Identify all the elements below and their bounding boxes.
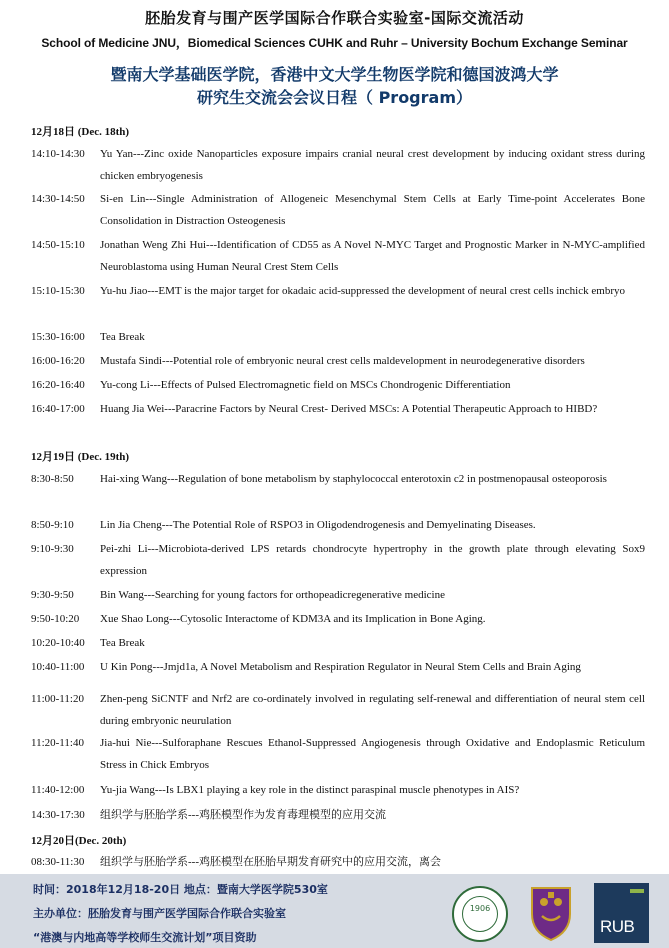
session-time: 11:20-11:40	[31, 737, 84, 749]
program-title-line-1: 暨南大学基础医学院，香港中文大学生物医学院和德国波鸿大学	[110, 65, 559, 84]
session-title: Jia-hui Nie---Sulforaphane Rescues Ethanol-Suppressed Angiogenesis through Oxidative and Endoplasmic Reticulum Stress in Chick Embryos	[100, 737, 645, 771]
session-time: 16:00-16:20	[31, 355, 85, 367]
session-time: 10:40-11:00	[31, 661, 85, 673]
session-time: 11:40-12:00	[31, 784, 85, 796]
session-time: 8:30-8:50	[31, 473, 74, 485]
session-title: Yu-jia Wang---Is LBX1 playing a key role in the distinct paraspinal muscle phenotypes in AIS?	[100, 784, 520, 796]
session-title: Yu-cong Li---Effects of Pulsed Electromagnetic field on MSCs Chondrogenic Differentiation	[100, 379, 511, 391]
session-title: Huang Jia Wei---Paracrine Factors by Neural Crest- Derived MSCs: A Potential Therapeutic Approach to HIBD?	[100, 403, 598, 415]
session-title: Lin Jia Cheng---The Potential Role of RSPO3 in Oligodendrogenesis and Demyelinating Diseases.	[100, 519, 536, 531]
session-title: Tea Break	[100, 637, 145, 649]
session-title: Pei-zhi Li---Microbiota-derived LPS retards chondrocyte hypertrophy in the growth plate through elevating Sox9 expression	[100, 543, 645, 577]
session-title: Zhen-peng SiCNTF and Nrf2 are co-ordinately involved in regulating self-renewal and differentiation of neural stem cell during embryonic neurulation	[100, 693, 645, 727]
rub-logo	[594, 883, 649, 943]
session-title: Tea Break	[100, 331, 145, 343]
lab-activity-title: 胚胎发育与围产医学国际合作联合实验室-国际交流活动	[145, 9, 524, 27]
day-heading-dec-20: 12月20日(Dec. 20th)	[31, 835, 127, 847]
program-title-line-2: 研究生交流会会议日程（ Program）	[197, 88, 472, 107]
session-title: Si-en Lin---Single Administration of Allogeneic Mesenchymal Stem Cells at Early Time-point Accelerates Bone Consolidation in Distraction Osteogenesis	[100, 193, 645, 227]
day-heading-dec-18: 12月18日 (Dec. 18th)	[31, 126, 130, 138]
session-time: 11:00-11:20	[31, 693, 84, 705]
session-title: U Kin Pong---Jmjd1a, A Novel Metabolism and Respiration Regulator in Neural Stem Cells and Brain Aging	[100, 661, 581, 673]
session-time: 15:10-15:30	[31, 285, 85, 297]
session-title: Bin Wang---Searching for young factors for orthopeadicregenerative medicine	[100, 589, 445, 601]
session-time: 14:30-14:50	[31, 193, 85, 205]
day-heading-dec-19: 12月19日 (Dec. 19th)	[31, 451, 130, 463]
jnu-logo-year: 1906	[469, 904, 491, 913]
rub-logo-text: RUB	[600, 917, 635, 936]
session-time: 15:30-16:00	[31, 331, 85, 343]
session-title: Xue Shao Long---Cytosolic Interactome of KDM3A and its Implication in Bone Aging.	[100, 613, 486, 625]
session-time: 9:30-9:50	[31, 589, 74, 601]
session-time: 9:10-9:30	[31, 543, 74, 555]
cuhk-crest-logo	[528, 884, 574, 942]
session-time: 16:40-17:00	[31, 403, 85, 415]
time-place-line: 时间：2018年12月18-20日 地点：暨南大学医学院530室	[33, 883, 328, 896]
session-time: 10:20-10:40	[31, 637, 85, 649]
session-time: 14:50-15:10	[31, 239, 85, 251]
session-title: Jonathan Weng Zhi Hui---Identification of CD55 as A Novel N-MYC Target and Prognostic Marker in N-MYC-amplified Neuroblastoma using Human Neural Crest Stem Cells	[100, 239, 645, 273]
organizer-line: 主办单位：胚胎发育与围产医学国际合作联合实验室	[33, 907, 286, 920]
session-title: 组织学与胚胎学系---鸡胚模型作为发育毒理模型的应用交流	[100, 809, 386, 821]
session-time: 14:30-17:30	[31, 809, 85, 821]
session-title: Mustafa Sindi---Potential role of embryonic neural crest cells maldevelopment in neurodegenerative disorders	[100, 355, 585, 367]
seminar-english-title: School of Medicine JNU，Biomedical Sciences CUHK and Ruhr – University Bochum Exchange Seminar	[41, 36, 628, 50]
session-time: 9:50-10:20	[31, 613, 80, 625]
session-time: 08:30-11:30	[31, 856, 85, 868]
funding-line: “港澳与内地高等学校师生交流计划”项目资助	[33, 931, 257, 944]
session-title: 组织学与胚胎学系---鸡胚模型在胚胎早期发育研究中的应用交流，离会	[100, 856, 441, 868]
program-title	[0, 63, 669, 109]
session-title: Yu Yan---Zinc oxide Nanoparticles exposure impairs cranial neural crest development by inducing oxidant stress during chicken embryogenesis	[100, 148, 645, 182]
session-title: Hai-xing Wang---Regulation of bone metabolism by staphylococcal enterotoxin c2 in postmenopausal osteoporosis	[100, 473, 607, 485]
session-time: 14:10-14:30	[31, 148, 85, 160]
rub-logo-accent	[630, 889, 644, 893]
session-time: 8:50-9:10	[31, 519, 74, 531]
session-time: 16:20-16:40	[31, 379, 85, 391]
jinan-university-logo	[452, 886, 508, 942]
session-title: Yu-hu Jiao---EMT is the major target for okadaic acid-suppressed the development of neural crest cells inchick embryo	[100, 285, 625, 297]
